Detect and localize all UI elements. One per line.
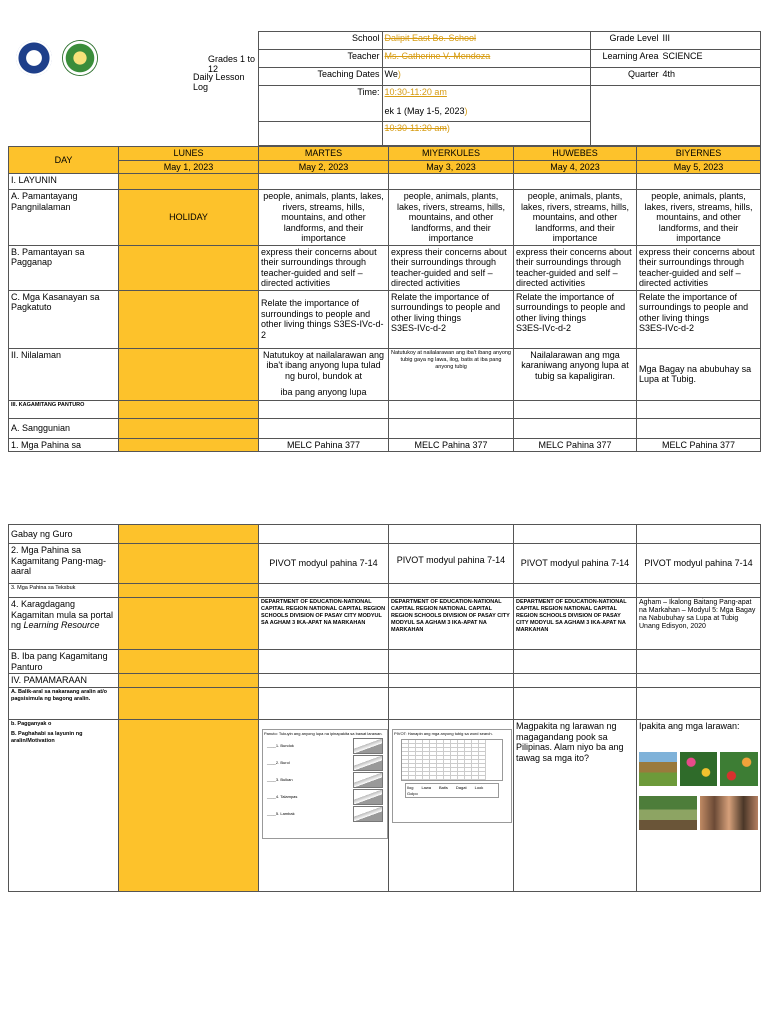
content-wed: Natutukoy at nailalarawan ang iba't ibang anyong tubig gaya ng lawa, ilog, batis at iba pang anyong tubig — [389, 348, 514, 400]
skill-wed: Relate the importance of surroundings to people and other living things S3ES-IVc-d-2 — [389, 290, 514, 348]
time-label: Time: — [258, 86, 382, 122]
iba-pang-label: B. Iba pang Kagamitang Panturo — [9, 650, 119, 674]
landform-picture-icon — [353, 738, 383, 754]
landform-picture-icon — [353, 806, 383, 822]
sanggunian-label: A. Sanggunian — [9, 418, 119, 438]
insects-photo-icon — [720, 752, 758, 786]
grades-label: Grades 1 to 12 — [208, 53, 256, 74]
pivot-wed: PIVOT modyul pahina 7-14 — [389, 544, 514, 584]
worksheet1-items — [263, 737, 387, 822]
header-table — [8, 31, 761, 146]
worksheet-tue — [259, 720, 389, 892]
content-std-thu: people, animals, plants, lakes, rivers, streams, hills, mountains, and other landforms, and their importance — [514, 190, 637, 246]
grid-cell — [423, 776, 430, 780]
landform-picture-icon — [353, 772, 383, 788]
word-bank-item: Golpo — [407, 791, 418, 796]
grid-cell — [444, 776, 451, 780]
garden-photo-icon — [639, 796, 697, 830]
content-std-tue: people, animals, plants, lakes, rivers, streams, hills, mountains, and other landforms, and their importance — [259, 190, 389, 246]
skill-fri: Relate the importance of surroundings to people and other living things S3ES-IVc-d-2 — [637, 290, 761, 348]
day-huwebes: HUWEBES — [514, 147, 637, 161]
teacher-label: Teacher — [258, 50, 382, 68]
holiday-cell: HOLIDAY — [119, 190, 259, 246]
word-bank — [405, 783, 499, 798]
day-biyernes: BIYERNES — [637, 147, 761, 161]
pahina2-label: 2. Mga Pahina sa Kagamitang Pang-mag-aaral — [9, 544, 119, 584]
grid-cell — [437, 776, 444, 780]
word-bank-item: Batis — [439, 785, 448, 790]
landform-picture-icon — [353, 789, 383, 805]
melc-tue: MELC Pahina 377 — [259, 438, 389, 452]
grid-cell — [402, 776, 409, 780]
school-value: Dalipit East Bo. School — [382, 32, 590, 50]
deped-tue: DEPARTMENT OF EDUCATION-NATIONAL CAPITAL REGION NATIONAL CAPITAL REGION SCHOOLS DIVISION OF PASAY CITY MODYUL SA AGHAM 3 IKA-APAT NA MARKAHAN — [259, 598, 389, 650]
grid-cell — [409, 776, 416, 780]
melc-fri: MELC Pahina 377 — [637, 438, 761, 452]
quarter-cell: Quarter 4th — [590, 68, 760, 86]
perf-std-thu: express their concerns about their surroundings through teacher-guided and self – directed activities — [514, 245, 637, 290]
deped-thu: DEPARTMENT OF EDUCATION-NATIONAL CAPITAL REGION NATIONAL CAPITAL REGION SCHOOLS DIVISION OF PASAY CITY MODYUL SA AGHAM 3 IKA-APAT NA MARKAHAN — [514, 598, 637, 650]
karagdagang-label: 4. Karagdagang Kagamitan mula sa portal ng Learning Resource — [9, 598, 119, 650]
dll-label: Daily Lesson Log — [193, 71, 245, 92]
date-1: May 1, 2023 — [119, 160, 259, 174]
content-thu: Nailalarawan ang mga karaniwang anyong lupa at tubig sa kapaligiran. — [514, 348, 637, 400]
dll-table-page2 — [8, 524, 761, 892]
date-4: May 4, 2023 — [514, 160, 637, 174]
dates-value: We) — [382, 68, 590, 86]
melc-wed: MELC Pahina 377 — [389, 438, 514, 452]
pagganap-label: B. Pamantayan sa Pagganap — [9, 245, 119, 290]
dates-label: Teaching Dates — [258, 68, 382, 86]
grid-cell — [472, 776, 479, 780]
word-bank-item: Dagat — [455, 785, 467, 790]
motivation-fri: Ipakita ang mga larawan: — [637, 720, 761, 892]
content-std-fri: people, animals, plants, lakes, rivers, streams, hills, mountains, and other landforms, and their importance — [637, 190, 761, 246]
worksheet1-title: Panuto: Tukuyin ang anyong lupa na ipinapakita sa bawat larawan. — [264, 731, 383, 736]
perf-std-tue: express their concerns about their surroundings through teacher-guided and self – directed activities — [259, 245, 389, 290]
balik-aral-label: A. Balik-aral sa nakaraang aralin at/o pagsisimula ng bagong aralin. — [9, 688, 119, 720]
content-fri: Mga Bagay na abubuhay sa Lupa at Tubig. — [637, 348, 761, 400]
date-3: May 3, 2023 — [389, 160, 514, 174]
worksheet1-item: ____2. Burol — [263, 754, 387, 771]
people-photo-icon — [700, 796, 758, 830]
grid-cell — [458, 776, 465, 780]
deped-wed: DEPARTMENT OF EDUCATION-NATIONAL CAPITAL REGION NATIONAL CAPITAL REGION SCHOOLS DIVISION OF PASAY CITY MODYUL SA AGHAM 3 IKA-APAT NA MARKAHAN — [389, 598, 514, 650]
grid-cell — [430, 776, 437, 780]
day-lunes: LUNES — [119, 147, 259, 161]
grid-cell — [479, 776, 486, 780]
pagganyak-label: b. Pagganyak o B. Paghahabi sa layunin ng aralin/Motivation — [9, 720, 119, 892]
time2-value: 10:30-11:20 am) — [382, 122, 590, 146]
pahina-label: 1. Mga Pahina sa — [9, 438, 119, 452]
teacher-value: Ms. Catherine V. Mendoza — [382, 50, 590, 68]
content-tue: Natutukoy at nailalarawan ang iba't ibang anyong lupa tulad ng burol, bundok at iba pang anyong lupa — [259, 348, 389, 400]
teksbuk-label: 3. Mga Pahina sa Teksbuk — [9, 584, 119, 598]
pamantayang-label: A. Pamantayang Pangnilalaman — [9, 190, 119, 246]
day-martes: MARTES — [259, 147, 389, 161]
pivot-thu: PIVOT modyul pahina 7-14 — [514, 544, 637, 584]
kasanayan-label: C. Mga Kasanayan sa Pagkatuto — [9, 290, 119, 348]
content-std-wed: people, animals, plants, lakes, rivers, streams, hills, mountains, and other landforms, and their importance — [389, 190, 514, 246]
grid-cell — [465, 776, 472, 780]
time-value: 10:30-11:20 am ek 1 (May 1-5, 2023) — [382, 86, 590, 122]
day-miyerkules: MIYERKULES — [389, 147, 514, 161]
worksheet2-title: PIVOT: Hanapin ang mga anyong tubig sa word search. — [394, 731, 493, 736]
kagamitan-label: III. KAGAMITANG PANTURO — [9, 400, 119, 418]
skill-thu: Relate the importance of surroundings to people and other living things S3ES-IVc-d-2 — [514, 290, 637, 348]
pamamaraan-label: IV. PAMAMARAAN — [9, 674, 119, 688]
pivot-tue: PIVOT modyul pahina 7-14 — [259, 544, 389, 584]
nilalaman-label: II. Nilalaman — [9, 348, 119, 400]
agham-fri: Agham – Ikalong Baitang Pang-apat na Markahan – Modyul 5: Mga Bagay na Nabubuhay sa Lupa at Tubig Unang Edisyon, 2020 — [637, 598, 761, 650]
word-bank-item: Look — [474, 785, 484, 790]
motivation-thu: Magpakita ng larawan ng magagandang pook sa Pilipinas. Alam niyo ba ang tawag sa mga ito? — [514, 720, 637, 892]
grade-cell: Grade Level III — [590, 32, 760, 50]
animals-photo-icon — [639, 752, 677, 786]
worksheet1-item: ____5. Lambak — [263, 805, 387, 822]
day-header: DAY — [9, 147, 119, 174]
skill-tue: Relate the importance of surroundings to people and other living things S3ES-IVc-d-2 — [259, 290, 389, 348]
worksheet1-item: ____3. Bulkan — [263, 771, 387, 788]
area-cell: Learning Area SCIENCE — [590, 50, 760, 68]
flowers-photo-icon — [680, 752, 718, 786]
layunin-label: I. LAYUNIN — [9, 174, 119, 190]
dll-table — [8, 146, 761, 452]
worksheet1-item: ____1. Bundok — [263, 737, 387, 754]
worksheet1-item: ____4. Talampas — [263, 788, 387, 805]
landform-picture-icon — [353, 755, 383, 771]
worksheet-wed — [389, 720, 514, 892]
grid-cell — [451, 776, 458, 780]
word-bank-item: Ilog — [407, 785, 414, 790]
perf-std-wed: express their concerns about their surroundings through teacher-guided and self – directed activities — [389, 245, 514, 290]
date-5: May 5, 2023 — [637, 160, 761, 174]
school-label: School — [258, 32, 382, 50]
pivot-fri: PIVOT modyul pahina 7-14 — [637, 544, 761, 584]
date-2: May 2, 2023 — [259, 160, 389, 174]
melc-thu: MELC Pahina 377 — [514, 438, 637, 452]
gabay-label: Gabay ng Guro — [9, 525, 119, 544]
perf-std-fri: express their concerns about their surroundings through teacher-guided and self – directed activities — [637, 245, 761, 290]
word-bank-item: Lawa — [421, 785, 432, 790]
word-search-grid — [401, 739, 503, 781]
grid-cell — [416, 776, 423, 780]
